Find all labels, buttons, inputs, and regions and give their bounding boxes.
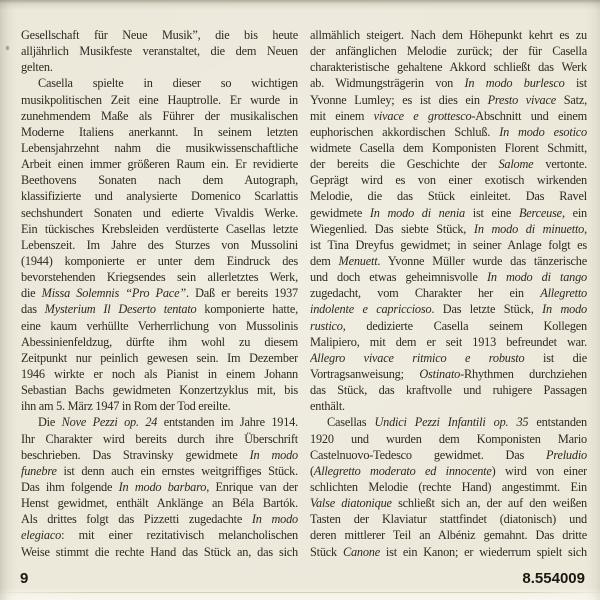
text-line [310, 350, 587, 366]
text-segment: Ihr Charakter wird bereits durch ihre Überschrift [21, 431, 298, 446]
italic-text: elegiaco [21, 528, 62, 543]
text-line [21, 237, 298, 253]
text-line [310, 366, 587, 382]
text-line [310, 156, 587, 172]
text-segment: , [584, 221, 587, 236]
text-segment: Melodie, die das Stück einleitet. Das Ravel [310, 189, 587, 204]
italic-text: Ostinato [419, 366, 461, 381]
italic-text: Allegretto [540, 286, 587, 301]
italic-text: In modo [251, 512, 298, 527]
text-line [21, 334, 298, 350]
text-segment: Casella spielte in dieser so wichtigen [38, 76, 298, 91]
text-line [21, 431, 298, 447]
text-segment: eine kaum verhüllte Verherrlichung von Mussolinis [21, 318, 298, 333]
text-line [21, 269, 298, 285]
page-number: 9 [20, 569, 29, 587]
text-line [310, 269, 587, 285]
text-line [310, 75, 587, 91]
text-segment: enthält. [310, 399, 345, 414]
text-line [310, 398, 587, 414]
text-segment: (1944) komponierte er unter dem Eindruck des [21, 253, 298, 268]
text-segment: widmete Casella dem Komponisten Florent Schmitt, [310, 140, 587, 155]
text-segment: Geprägt wird es von einer exotisch wirkenden [310, 173, 587, 188]
text-segment: dem [310, 253, 339, 268]
text-line [310, 27, 587, 43]
text-segment: entstanden [528, 415, 587, 430]
page-footer [0, 566, 600, 590]
text-line [21, 414, 298, 430]
text-segment: das [21, 302, 45, 317]
italic-text: In modo [542, 302, 587, 317]
text-segment: Wiegenlied. Das siebte Stück, [310, 221, 474, 236]
text-segment: Lebenszeit. Im Jahre des Sturzes von Mussolini [21, 237, 298, 252]
text-line [310, 172, 587, 188]
text-segment: entstanden im Jahre 1914. [157, 415, 298, 430]
text-line [21, 479, 298, 495]
text-segment: Ein tückisches Krebsleiden verdüsterte Casellas letzte [21, 221, 298, 236]
text-line [21, 544, 298, 560]
text-line [310, 431, 587, 447]
italic-text: Nove Pezzi op. 24 [61, 415, 158, 430]
text-segment: -Rhythmen durchziehen [460, 366, 587, 381]
text-segment: . Yvonne Müller wurde das tänzerische [377, 253, 587, 268]
text-segment: Vortragsanweisung; [310, 366, 420, 381]
text-line [21, 172, 298, 188]
text-line [21, 350, 298, 366]
italic-text: In modo di minuetto [473, 221, 585, 236]
page-bottom-edge [0, 592, 600, 593]
text-segment: Stück [310, 544, 343, 559]
text-line [21, 221, 298, 237]
italic-text: In modo di nenia [369, 205, 465, 220]
text-line [21, 43, 298, 59]
italic-text: Mysterium Il Deserto tentato [44, 302, 197, 317]
italic-text: Salome [498, 157, 534, 172]
text-segment: Satz, [556, 92, 587, 107]
italic-text: In modo burlesco [464, 76, 565, 91]
text-segment: ist Tina Dreyfus gewidmet; in seiner Anlage folgt es [310, 237, 587, 252]
italic-text: Allegretto moderato ed innocente [313, 463, 492, 478]
text-segment: gelten. [21, 60, 53, 75]
scan-speck [6, 46, 9, 50]
text-line [310, 544, 587, 560]
text-segment: Castelnuovo-Tedesco gewidmet. Das [310, 447, 547, 462]
italic-text: indolente e capriccioso [310, 302, 432, 317]
text-segment: -Abschnitt und einem [471, 108, 587, 123]
text-line [21, 59, 298, 75]
text-line [310, 334, 587, 350]
text-segment: ist ein Kanon; er wiederrum spielt sich [380, 544, 587, 559]
text-segment: das Stück, das kraftvolle und ruhigere Passagen [310, 383, 587, 398]
text-line [310, 285, 587, 301]
text-segment: ist denn auch ein ernstes weitgriffiges Stück. [56, 463, 298, 478]
text-line [21, 188, 298, 204]
text-segment: Weise stimmt die rechte Hand das Stück an, das sich [21, 544, 298, 559]
text-segment: der anfänglichen Melodie zurück; der für Casella [310, 44, 587, 59]
text-segment: der bereits die Geschichte der [310, 157, 499, 172]
text-line [21, 382, 298, 398]
text-segment: Tasten der Klaviatur stattfindet (diatonisch) und [310, 512, 587, 527]
italic-text: Menuett [338, 253, 378, 268]
text-line [21, 511, 298, 527]
italic-text: In modo esotico [499, 124, 587, 139]
text-segment: ist die [524, 350, 587, 365]
italic-text: Presto vivace [487, 92, 556, 107]
text-line [21, 527, 298, 543]
text-line [21, 27, 298, 43]
text-line [310, 479, 587, 495]
text-line [310, 124, 587, 140]
text-segment: und doch etwas geheimnisvolle [310, 270, 487, 285]
italic-text: In modo di tango [486, 270, 587, 285]
text-line [21, 75, 298, 91]
text-segment: sechshundert Sonaten und edierte Vivaldis Werke. [21, 205, 298, 220]
text-segment: Zeitpunkt nur peinlich gewesen sein. Im Dezember [21, 350, 298, 365]
text-line [310, 447, 587, 463]
text-segment: schließt sich an, der auf den weißen [391, 496, 587, 511]
text-line [310, 527, 587, 543]
text-line [21, 156, 298, 172]
text-line [310, 188, 587, 204]
text-line [310, 140, 587, 156]
italic-text: funebre [21, 463, 57, 478]
text-segment: . Das letzte Stück, [431, 302, 543, 317]
italic-text: Undici Pezzi Infantili op. 35 [374, 415, 529, 430]
text-segment: Yvonne Lumley; es ist dies ein [310, 92, 488, 107]
text-segment: Die [38, 415, 62, 430]
text-segment: Arbeit einen immer größeren Raum ein. Er revidierte [21, 157, 298, 172]
italic-text: Allegro vivace ritmico e robusto [310, 350, 525, 365]
text-line [21, 108, 298, 124]
text-column-left [21, 27, 298, 560]
text-segment: deren mittlerer Teil an Albéniz gemahnt. Das dritte [310, 528, 587, 543]
text-line [310, 253, 587, 269]
text-segment: Casellas [327, 415, 375, 430]
text-segment: charakteristische gehaltene Akkord schließt das Werk [310, 60, 587, 75]
text-line [310, 108, 587, 124]
text-segment: ihn am 5. März 1947 in Rom der Tod ereilte. [21, 399, 231, 414]
text-segment: ) wird von einer [491, 463, 587, 478]
italic-text: Berceuse [518, 205, 562, 220]
italic-text: In modo [249, 447, 298, 462]
text-segment: alljährlich Musikfeste veranstaltet, die dem Neuen [21, 44, 298, 59]
text-line [21, 463, 298, 479]
text-segment: zugedacht, vom Charakter her ein [310, 286, 541, 301]
text-line [310, 92, 587, 108]
text-segment: gewidmete [310, 205, 370, 220]
text-segment: zunehmendem Maße als Führer der musikalischen [21, 108, 298, 123]
text-line [21, 398, 298, 414]
text-segment: Das ihm folgende [21, 479, 119, 494]
text-segment: Sebastian Bachs gewidmeten Konzertzyklus mit, bis [21, 383, 298, 398]
text-line [310, 511, 587, 527]
text-line [21, 447, 298, 463]
text-line [21, 301, 298, 317]
text-segment: Gesellschaft für Neue Musik”, die bis heute [21, 28, 298, 42]
text-line [310, 237, 587, 253]
text-segment: euphorischen akkordischen Schluß. [310, 124, 500, 139]
text-segment: 1920 und wurden dem Komponisten Mario [310, 431, 587, 446]
text-body [21, 27, 587, 560]
text-line [21, 495, 298, 511]
italic-text: Canone [342, 544, 380, 559]
text-segment: , Enrique van der [206, 479, 298, 494]
text-line [21, 140, 298, 156]
text-line [310, 205, 587, 221]
text-segment: Lebensjahrzehnt nahm die musikwissenschaftliche [21, 140, 298, 155]
text-line [310, 59, 587, 75]
text-segment: . Daß er bereits 1937 [185, 286, 298, 301]
text-line [21, 285, 298, 301]
text-segment: Moderne Italiens anerkannt. In seinem letzten [21, 124, 298, 139]
italic-text: rustico [310, 318, 343, 333]
text-column-right [310, 27, 587, 560]
italic-text: Valse diatonique [310, 496, 392, 511]
text-segment: musikpolitischen Zeit eine Hauptrolle. Er wurde in [21, 92, 298, 107]
text-segment: Malipiero, mit dem er seit 1913 befreundet war. [310, 334, 587, 349]
text-line [310, 318, 587, 334]
text-line [310, 495, 587, 511]
text-segment: 1946 wirkte er noch als Pianist in einem Johann [21, 366, 298, 381]
text-segment: , dedizierte Casella seinem Kollegen [342, 318, 587, 333]
text-segment: ist eine [465, 205, 519, 220]
italic-text: Missa Solemnis “Pro Pace” [41, 286, 186, 301]
text-segment: allmählich steigert. Nach dem Höhepunkt kehrt es zu [310, 28, 587, 42]
text-segment: Abessinienfeldzug, dürfte ihm wohl zu diesem [21, 334, 298, 349]
text-line [21, 124, 298, 140]
text-segment: mit einem [310, 108, 374, 123]
text-line [310, 463, 587, 479]
text-segment: schlichten Melodie (rechte Hand) angestimmt. Ein [310, 479, 587, 494]
text-line [310, 301, 587, 317]
text-line [310, 414, 587, 430]
text-line [310, 221, 587, 237]
text-segment: ist [564, 76, 587, 91]
text-segment: komponierte hatte, [196, 302, 298, 317]
italic-text: vivace e grottesco [373, 108, 472, 123]
text-segment: bevorstehenden Kriegsendes sein allerletztes Werk, [21, 270, 298, 285]
text-segment: ab. Widmungsträgerin von [310, 76, 465, 91]
text-segment: : mit einer rezitativisch melancholischen [61, 528, 298, 543]
catalog-number: 8.554009 [522, 569, 585, 587]
text-line [21, 92, 298, 108]
text-segment: beschrieben. Das Stravinsky gewidmete [21, 447, 250, 462]
text-segment: , ein [561, 205, 587, 220]
text-segment: ( [310, 463, 314, 478]
text-line [21, 366, 298, 382]
text-segment: Beethovens Sonaten nach dem Autograph, [21, 173, 298, 188]
text-line [310, 382, 587, 398]
text-segment: Als drittes folgt das Pizzetti zugedachte [21, 512, 252, 527]
text-line [21, 253, 298, 269]
text-segment: vertonte. [533, 157, 587, 172]
text-line [21, 318, 298, 334]
text-segment: die [21, 286, 42, 301]
text-line [310, 43, 587, 59]
text-segment: klassifizierte und analysierte Domenico Scarlattis [21, 189, 298, 204]
text-line [21, 205, 298, 221]
italic-text: In modo barbaro [118, 479, 207, 494]
italic-text: Preludio [546, 447, 587, 462]
text-segment: Henst gewidmet, enthält Anklänge an Béla Bartók. [21, 496, 298, 511]
